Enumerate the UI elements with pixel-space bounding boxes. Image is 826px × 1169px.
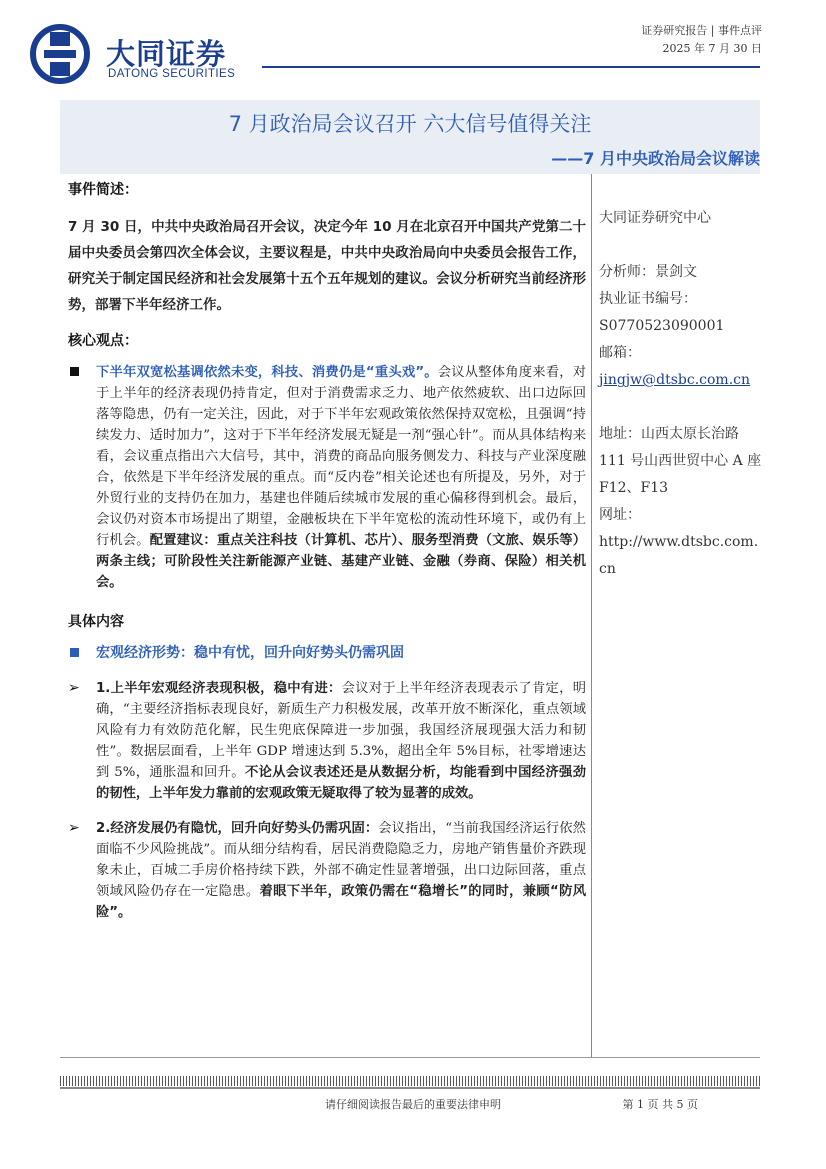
core-config: 配置建议：重点关注科技（计算机、芯片）、服务型消费（文旅、娱乐等）两条主线；可阶段性关注新能源产业链、基建产业链、金融（券商、保险）相关机会。 [96, 533, 587, 590]
page-number: 第 1 页 共 5 页 [622, 1098, 698, 1111]
detail-heading: 具体内容 [68, 614, 124, 630]
footer-bar [60, 1087, 760, 1089]
footer-stripes [60, 1076, 760, 1086]
analyst-name: 分析师：景剑文 [599, 264, 697, 280]
company-logo [30, 24, 250, 88]
datong-logo-icon [30, 24, 90, 84]
website-label: 网址： [599, 507, 641, 523]
header-divider [262, 66, 760, 68]
cert-label: 执业证书编号： [599, 291, 697, 307]
point-1-lead: 1.上半年宏观经济表现积极，稳中有进： [96, 681, 342, 696]
logo-text-en: DATONG SECURITIES [108, 68, 236, 80]
macro-heading-item [68, 643, 586, 664]
email-link[interactable]: jingjw@dtsbc.com.cn [599, 372, 750, 388]
event-summary: 7 月 30 日，中共中央政治局召开会议，决定今年 10 月在北京召开中国共产党第二十届中央委员会第四次全体会议，主要议程是，中共中央政治局向中央委员会报告工作，研究关于制定国民经济和社会发展第十五个五年规划的建议。会议分析研究当前经济形势，部署下半年经济工作。 [68, 219, 586, 313]
point-2-body: 会议指出，“当前我国经济运行依然面临不少风险挑战”。而从细分结构看，居民消费隐隐乏力，房地产销售量价齐跌现象未止，百城二手房价格持续下跌，外部不确定性显著增强，出口边际回落，重点领域风险仍存在一定隐患。 [96, 821, 586, 899]
research-org: 大同证券研究中心 [599, 210, 711, 226]
sidebar-divider [591, 174, 592, 1058]
report-type: 证券研究报告 | 事件点评 [641, 24, 762, 37]
footer-divider [60, 1057, 760, 1058]
analyst-sidebar [599, 205, 764, 583]
core-lead: 下半年双宽松基调依然未变，科技、消费仍是“重头戏”。 [96, 365, 438, 380]
core-body: 会议从整体角度来看，对于上半年的经济表现仍持肯定，但对于消费需求乏力、地产依然疲软、出口边际回落等隐患，仍有一定关注，因此，对于下半年宏观政策依然保持双宽松，且强调“持续发力、适时加力”，这对于下半年经济发展无疑是一剂“强心针”。而从具体结构来看，会议重点指出六大信号，其中，消费的商品向服务侧发力、科技与产业深度融合，依然是下半年经济发展的重点。而“反内卷”相关论述也有所提及，另外，对于外贸行业的支持仍在加力，基建也伴随后续城市发展的重心偏移得到机会。最后，会议仍对资本市场提出了期望，金融板块在下半年宽松的流动性环境下，或仍有上行机会。 [96, 365, 586, 548]
event-heading: 事件简述： [68, 182, 138, 198]
point-2 [68, 818, 586, 923]
arrow-bullet-icon: ➢ [68, 680, 80, 696]
page-subtitle: ——7 月中央政治局会议解读 [551, 149, 760, 168]
point-1-body: 会议对于上半年经济表现表示了肯定，明确，“主要经济指标表现良好，新质生产力积极发展，改革开放不断深化，重点领域风险有力有效防范化解，民生兜底保障进一步加强，我国经济展现强大活力和韧性”。数据层面看，上半年 GDP 增速达到 5.3%，超出全年 5%目标，社零增速达到 5%，通胀温和回升。 [96, 681, 587, 780]
square-bullet-icon [70, 648, 79, 657]
point-2-bold: 着眼下半年，政策仍需在“稳增长”的同时，兼顾“防风险”。 [96, 884, 587, 920]
website: http://www.dtsbc.com.cn [599, 534, 759, 577]
email-label: 邮箱： [599, 345, 641, 361]
point-2-lead: 2.经济发展仍有隐忧，回升向好势头仍需巩固： [96, 821, 379, 836]
report-date: 2025 年 7 月 30 日 [662, 42, 762, 55]
point-1 [68, 678, 586, 804]
core-view-item [68, 362, 586, 593]
title-banner [60, 100, 760, 174]
macro-heading: 宏观经济形势：稳中有忧，回升向好势头仍需巩固 [96, 645, 404, 661]
logo-text-cn: 大同证券 [106, 37, 227, 71]
footer-disclaimer: 请仔细阅读报告最后的重要法律申明 [325, 1098, 501, 1111]
point-1-bold: 不论从会议表述还是从数据分析，均能看到中国经济强劲的韧性，上半年发力靠前的宏观政策无疑取得了较为显著的成效。 [96, 765, 586, 801]
address: 地址：山西太原长治路 111 号山西世贸中心 A 座 F12、F13 [599, 426, 762, 496]
arrow-bullet-icon: ➢ [68, 820, 80, 836]
main-content [68, 180, 586, 923]
square-bullet-icon [70, 367, 79, 376]
core-heading: 核心观点： [68, 333, 138, 349]
page-title: 7 月政治局会议召开 六大信号值得关注 [228, 112, 592, 136]
cert-number: S0770523090001 [599, 318, 725, 334]
header-meta [641, 22, 762, 58]
